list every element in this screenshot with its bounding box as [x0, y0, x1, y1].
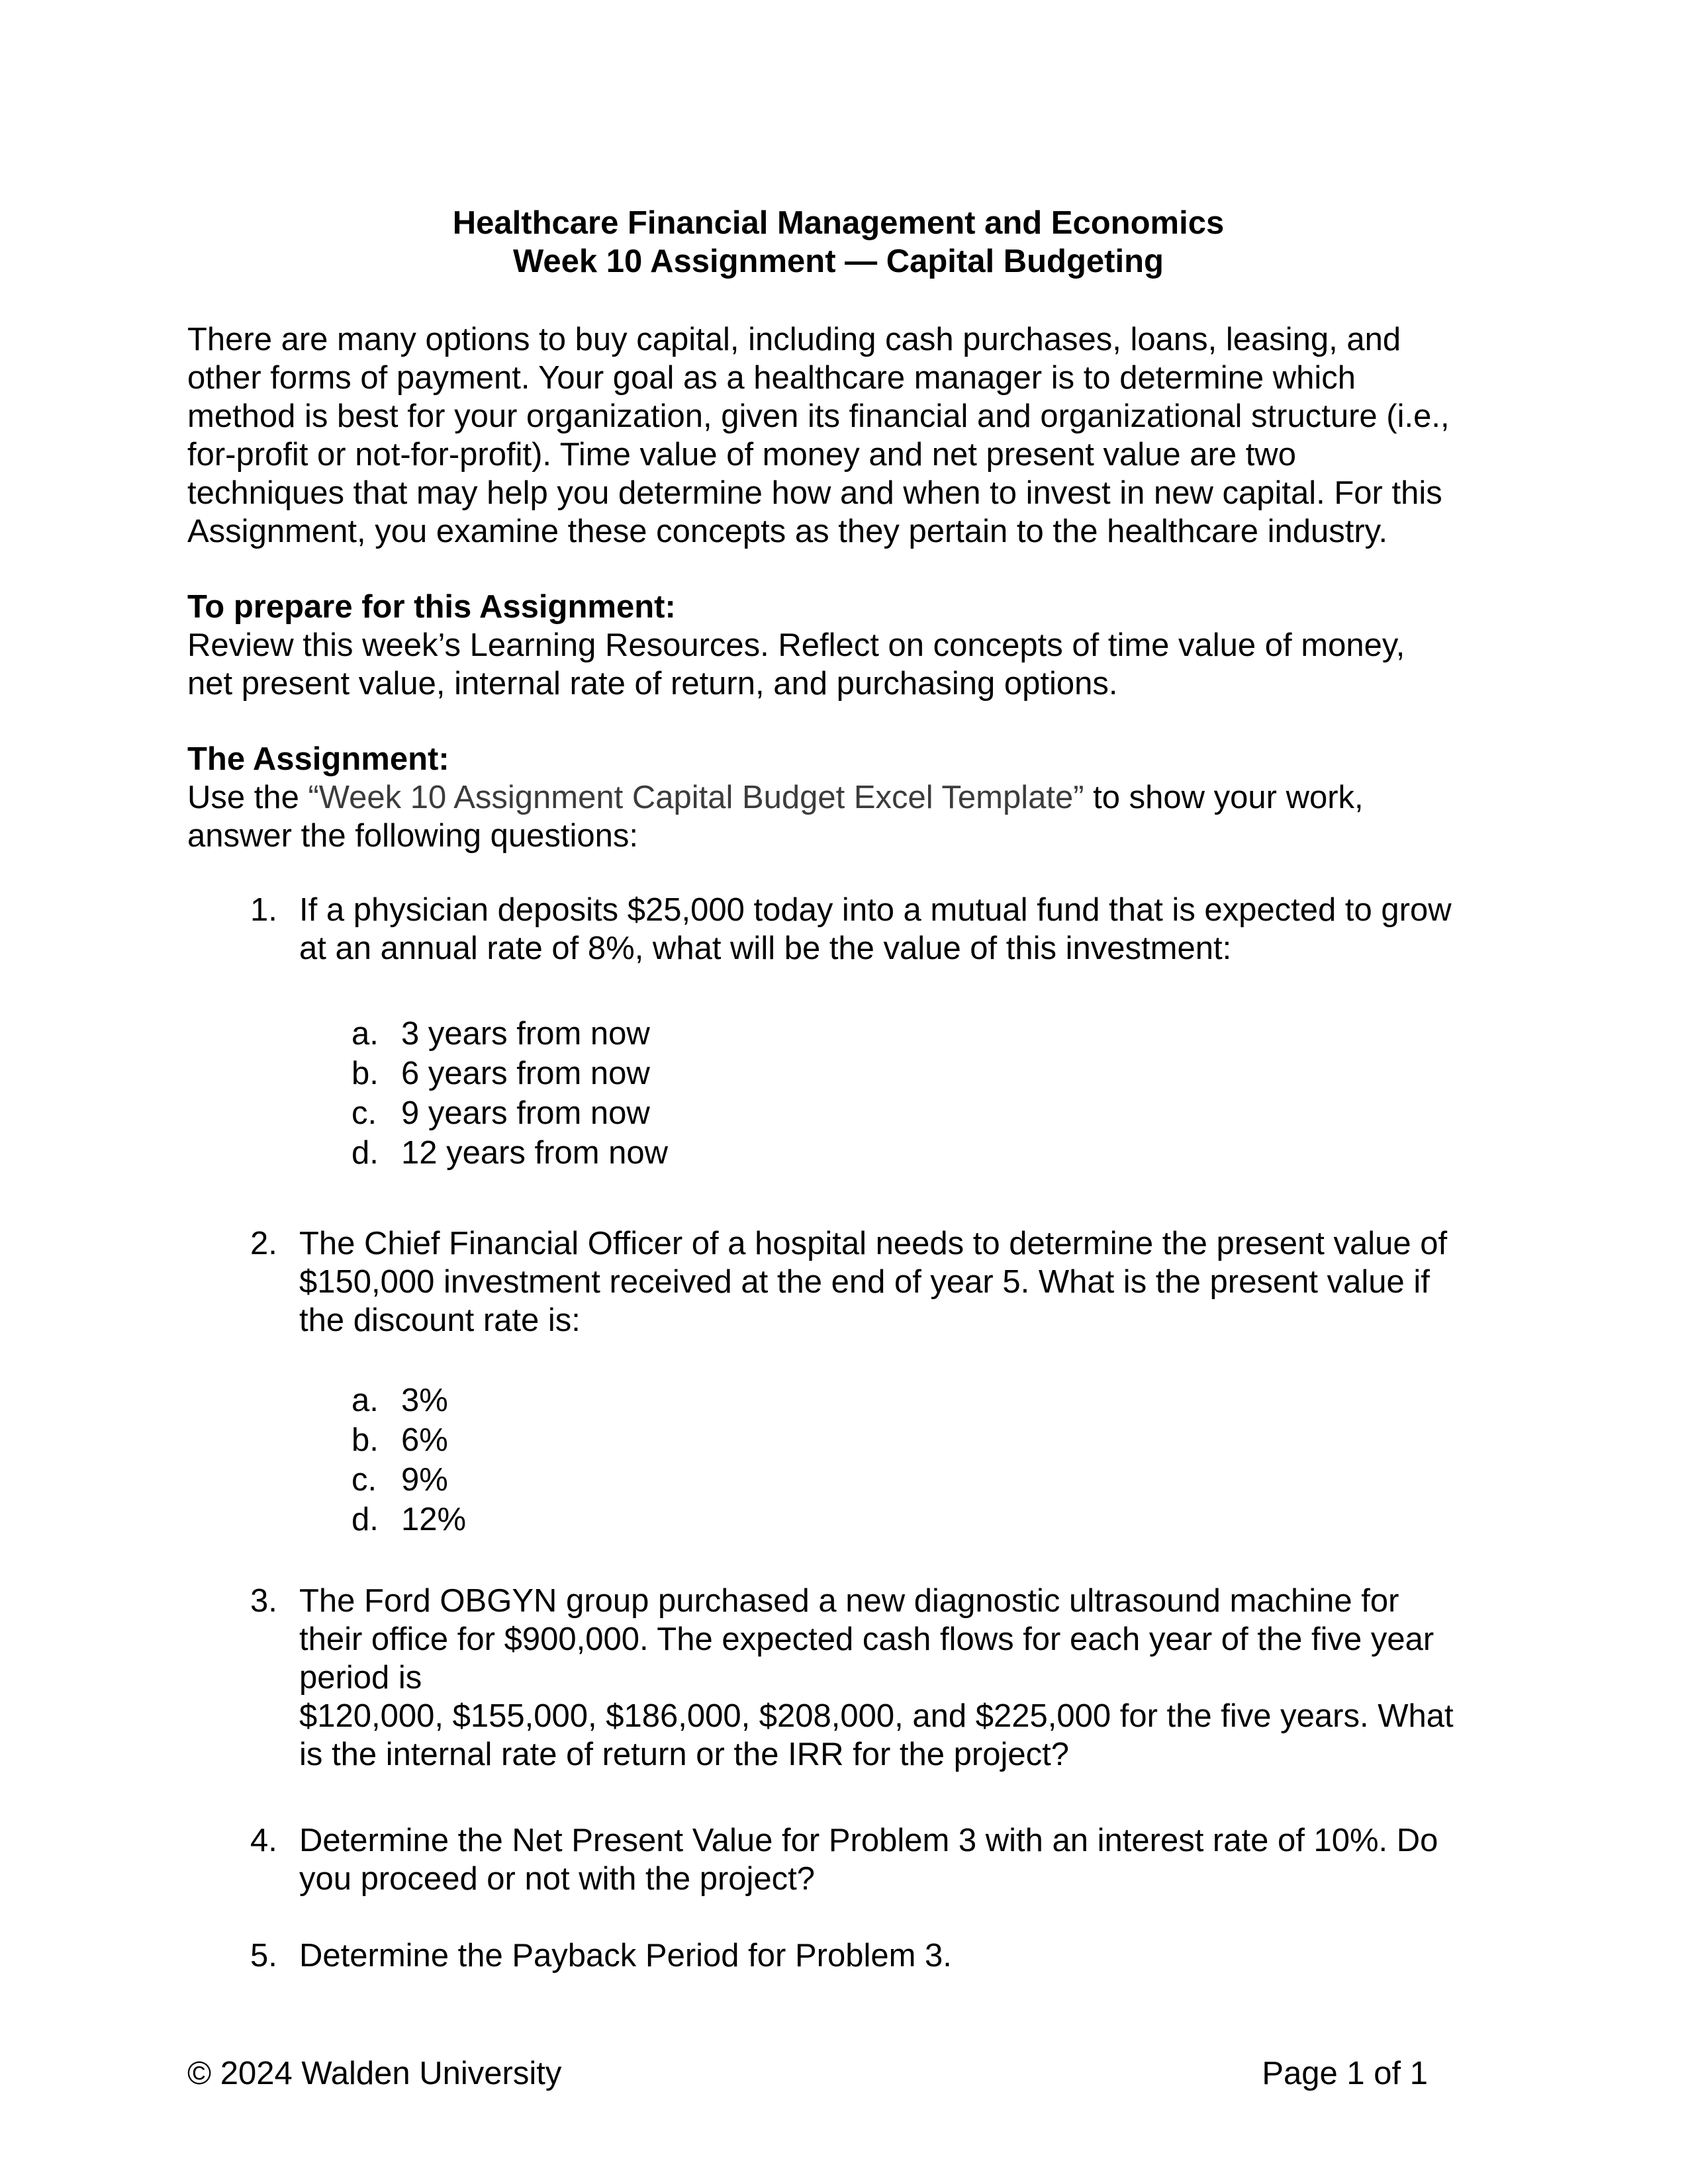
question-1-line-1 — [187, 891, 1489, 929]
intro-line: techniques that may help you determine how and when to invest in new capital. For this — [187, 475, 1442, 511]
intro-paragraph — [187, 320, 1489, 551]
intro-line: other forms of payment. Your goal as a healthcare manager is to determine which — [187, 360, 1356, 396]
question-5-text: Determine the Payback Period for Problem 3. — [299, 1938, 952, 1974]
page-footer — [187, 2054, 1489, 2093]
question-2-number: 2. — [250, 1226, 277, 1261]
option-text: 9 years from now — [401, 1095, 650, 1131]
question-3 — [187, 1582, 1489, 1774]
option-label: d. — [352, 1502, 379, 1537]
question-3-line-3: period is — [299, 1660, 422, 1696]
question-4 — [187, 1821, 1489, 1898]
option-label: c. — [352, 1095, 377, 1131]
question-2-text: The Chief Financial Officer of a hospital needs to determine the present value of — [299, 1226, 1448, 1261]
prepare-paragraph — [187, 626, 1489, 703]
question-5 — [187, 1936, 1489, 1975]
question-3-line-4: $120,000, $155,000, $186,000, $208,000, and $225,000 for the five years. What — [299, 1698, 1454, 1734]
question-1-option-c — [187, 1093, 1489, 1133]
option-label: a. — [352, 1016, 379, 1052]
assignment-heading: The Assignment: — [187, 741, 449, 777]
option-label: b. — [352, 1056, 379, 1091]
question-2-option-b — [187, 1420, 1489, 1460]
question-1-option-b — [187, 1054, 1489, 1093]
question-3-number: 3. — [250, 1583, 277, 1619]
option-text: 6 years from now — [401, 1056, 650, 1091]
question-5-number: 5. — [250, 1938, 277, 1974]
footer-page-number: Page 1 of 1 — [1262, 2056, 1428, 2091]
option-label: d. — [352, 1135, 379, 1171]
intro-line: method is best for your organization, given its financial and organizational structure (i.e., — [187, 398, 1450, 434]
document-content — [187, 204, 1489, 1975]
question-1-option-a — [187, 1014, 1489, 1054]
question-2 — [187, 1224, 1489, 1340]
intro-line: for-profit or not-for-profit). Time value of money and net present value are two — [187, 437, 1296, 473]
question-4-number: 4. — [250, 1823, 277, 1858]
intro-line: There are many options to buy capital, including cash purchases, loans, leasing, and — [187, 322, 1401, 357]
question-1-option-d — [187, 1133, 1489, 1173]
assignment-line-1-suffix: to show your work, — [1084, 780, 1364, 815]
option-text: 12% — [401, 1502, 467, 1537]
option-text: 3% — [401, 1383, 448, 1418]
question-3-text: The Ford OBGYN group purchased a new diagnostic ultrasound machine for — [299, 1583, 1399, 1619]
question-4-text: Determine the Net Present Value for Problem 3 with an interest rate of 10%. Do — [299, 1823, 1438, 1858]
document-title-line-1: Healthcare Financial Management and Economics — [452, 205, 1225, 241]
assignment-paragraph — [187, 778, 1489, 855]
question-2-option-a — [187, 1381, 1489, 1420]
question-3-line-2: their office for $900,000. The expected cash flows for each year of the five year — [299, 1621, 1434, 1657]
option-text: 9% — [401, 1462, 448, 1498]
assignment-line-1-prefix: Use the — [187, 780, 308, 815]
option-text: 12 years from now — [401, 1135, 669, 1171]
option-label: b. — [352, 1422, 379, 1458]
question-1-line-2: at an annual rate of 8%, what will be the value of this investment: — [299, 931, 1232, 966]
option-label: c. — [352, 1462, 377, 1498]
question-5-line-1 — [187, 1936, 1489, 1975]
option-label: a. — [352, 1383, 379, 1418]
question-1-text: If a physician deposits $25,000 today into a mutual fund that is expected to grow — [299, 892, 1452, 928]
question-2-line-1 — [187, 1224, 1489, 1263]
question-4-line-1 — [187, 1821, 1489, 1860]
question-3-line-5: is the internal rate of return or the IRR for the project? — [299, 1737, 1069, 1772]
document-title-line-2: Week 10 Assignment — Capital Budgeting — [513, 244, 1164, 279]
question-2-option-d — [187, 1500, 1489, 1539]
question-2-option-c — [187, 1460, 1489, 1500]
assignment-line-1 — [187, 778, 1489, 817]
question-1-number: 1. — [250, 892, 277, 928]
question-2-line-3: the discount rate is: — [299, 1302, 581, 1338]
question-1 — [187, 891, 1489, 968]
question-2-line-2: $150,000 investment received at the end of year 5. What is the present value if — [299, 1264, 1430, 1300]
intro-line: Assignment, you examine these concepts as they pertain to the healthcare industry. — [187, 514, 1388, 549]
option-text: 6% — [401, 1422, 448, 1458]
prepare-heading: To prepare for this Assignment: — [187, 589, 676, 625]
question-2-options — [187, 1381, 1489, 1539]
option-text: 3 years from now — [401, 1016, 650, 1052]
assignment-line-2: answer the following questions: — [187, 818, 638, 854]
footer-copyright: © 2024 Walden University — [187, 2056, 562, 2091]
question-3-line-1 — [187, 1582, 1489, 1620]
assignment-template-reference: “Week 10 Assignment Capital Budget Excel Template” — [308, 780, 1084, 815]
question-4-line-2: you proceed or not with the project? — [299, 1861, 816, 1897]
prepare-line: Review this week’s Learning Resources. Reflect on concepts of time value of money, — [187, 627, 1405, 663]
question-1-options — [187, 1014, 1489, 1173]
prepare-line: net present value, internal rate of return, and purchasing options. — [187, 666, 1118, 702]
